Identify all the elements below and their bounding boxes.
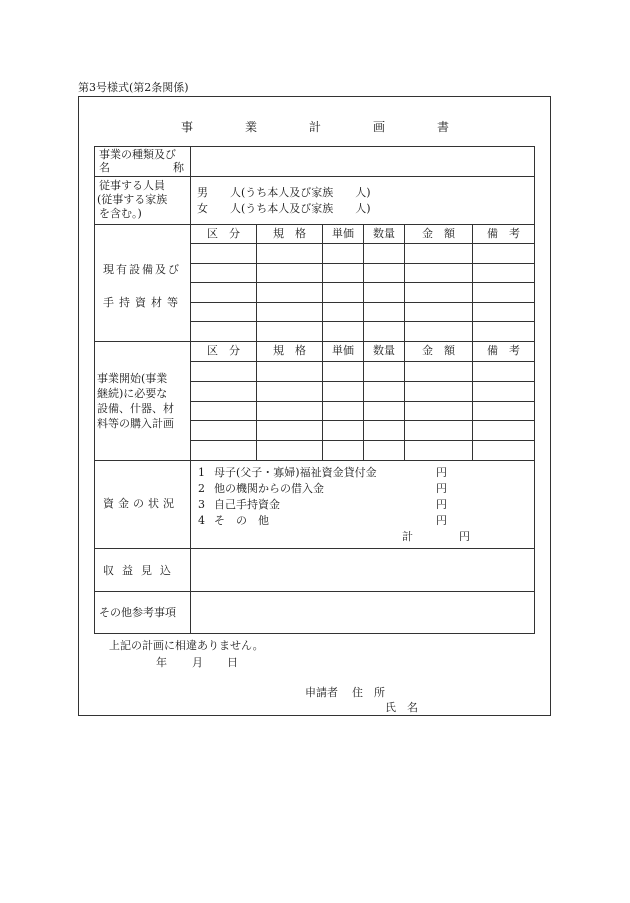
date-day: 日 — [227, 656, 238, 669]
col-header-category: 区 分 — [207, 344, 240, 357]
applicant-label: 申請者 — [305, 686, 338, 699]
purchase-plan-label: 継続)に必要な — [97, 387, 168, 400]
col-header-remarks: 備 考 — [487, 227, 520, 240]
other-notes-field[interactable] — [191, 592, 534, 633]
col-header-category: 区 分 — [207, 227, 240, 240]
income-forecast-label: 収益見込 — [103, 564, 179, 577]
female-count-line[interactable]: 女 人(うち本人及び家族 人) — [197, 202, 371, 215]
business-type-field[interactable] — [191, 147, 534, 176]
purchase-plan-label: 料等の購入計画 — [97, 417, 174, 430]
fund-item-text: 他の機関からの借入金 — [214, 482, 324, 495]
business-type-label-sho: 称 — [173, 161, 184, 174]
row-divider — [94, 460, 535, 461]
col-header-amount: 金 額 — [422, 344, 455, 357]
table-left-border — [94, 146, 95, 634]
income-forecast-field[interactable] — [191, 549, 534, 591]
fund-item-text: そ の 他 — [214, 514, 269, 527]
col-header-quantity: 数量 — [373, 227, 395, 240]
fund-item-num: 3 — [198, 498, 205, 511]
fund-item-text: 自己手持資金 — [214, 498, 280, 511]
row-divider — [94, 224, 535, 225]
current-equipment-label: 手持資材等 — [103, 296, 183, 309]
male-count-line[interactable]: 男 人(うち本人及び家族 人) — [197, 186, 371, 199]
employees-label: 従事する人員 — [99, 179, 165, 192]
fund-item-unit: 円 — [436, 482, 447, 495]
col-header-spec: 規 格 — [273, 227, 306, 240]
fund-item-unit: 円 — [436, 498, 447, 511]
col-header-remarks: 備 考 — [487, 344, 520, 357]
date-month: 月 — [192, 656, 203, 669]
table-bottom-border — [94, 633, 535, 634]
funds-label: 資金の状況 — [103, 497, 178, 510]
date-year: 年 — [156, 656, 167, 669]
other-notes-label: その他参考事項 — [99, 606, 176, 619]
col-header-unit-price: 単価 — [332, 227, 354, 240]
purchase-plan-label: 事業開始(事業 — [97, 372, 168, 385]
applicant-address-label: 住 所 — [352, 686, 385, 699]
funds-total-label: 計 — [402, 530, 413, 543]
row-divider — [94, 341, 535, 342]
funds-total-unit: 円 — [459, 530, 470, 543]
business-type-label-line2 — [99, 161, 184, 174]
page-title: 事 業 計 画 書 — [180, 120, 469, 134]
fund-item-num: 1 — [198, 466, 205, 479]
fund-item-num: 2 — [198, 482, 205, 495]
form-number: 第3号様式(第2条関係) — [78, 81, 189, 94]
row-divider — [94, 176, 535, 177]
fund-item-num: 4 — [198, 514, 205, 527]
fund-item-unit: 円 — [436, 466, 447, 479]
col-header-quantity: 数量 — [373, 344, 395, 357]
col-header-spec: 規 格 — [273, 344, 306, 357]
col-header-amount: 金 額 — [422, 227, 455, 240]
purchase-plan-label: 設備、什器、材 — [97, 402, 174, 415]
current-equipment-label: 現有設備及び — [103, 263, 181, 276]
fund-item-unit: 円 — [436, 514, 447, 527]
applicant-name-label: 氏 名 — [385, 701, 418, 714]
employees-label: を含む。) — [99, 207, 142, 220]
table-right-border — [534, 146, 535, 634]
fund-item-text: 母子(父子・寡婦)福祉資金貸付金 — [214, 466, 377, 479]
col-header-unit-price: 単価 — [332, 344, 354, 357]
business-type-label: 事業の種類及び — [99, 148, 176, 161]
business-type-label-na: 名 — [99, 161, 110, 174]
declaration-text: 上記の計画に相違ありません。 — [109, 639, 264, 652]
employees-label: (従事する家族 — [97, 193, 168, 206]
